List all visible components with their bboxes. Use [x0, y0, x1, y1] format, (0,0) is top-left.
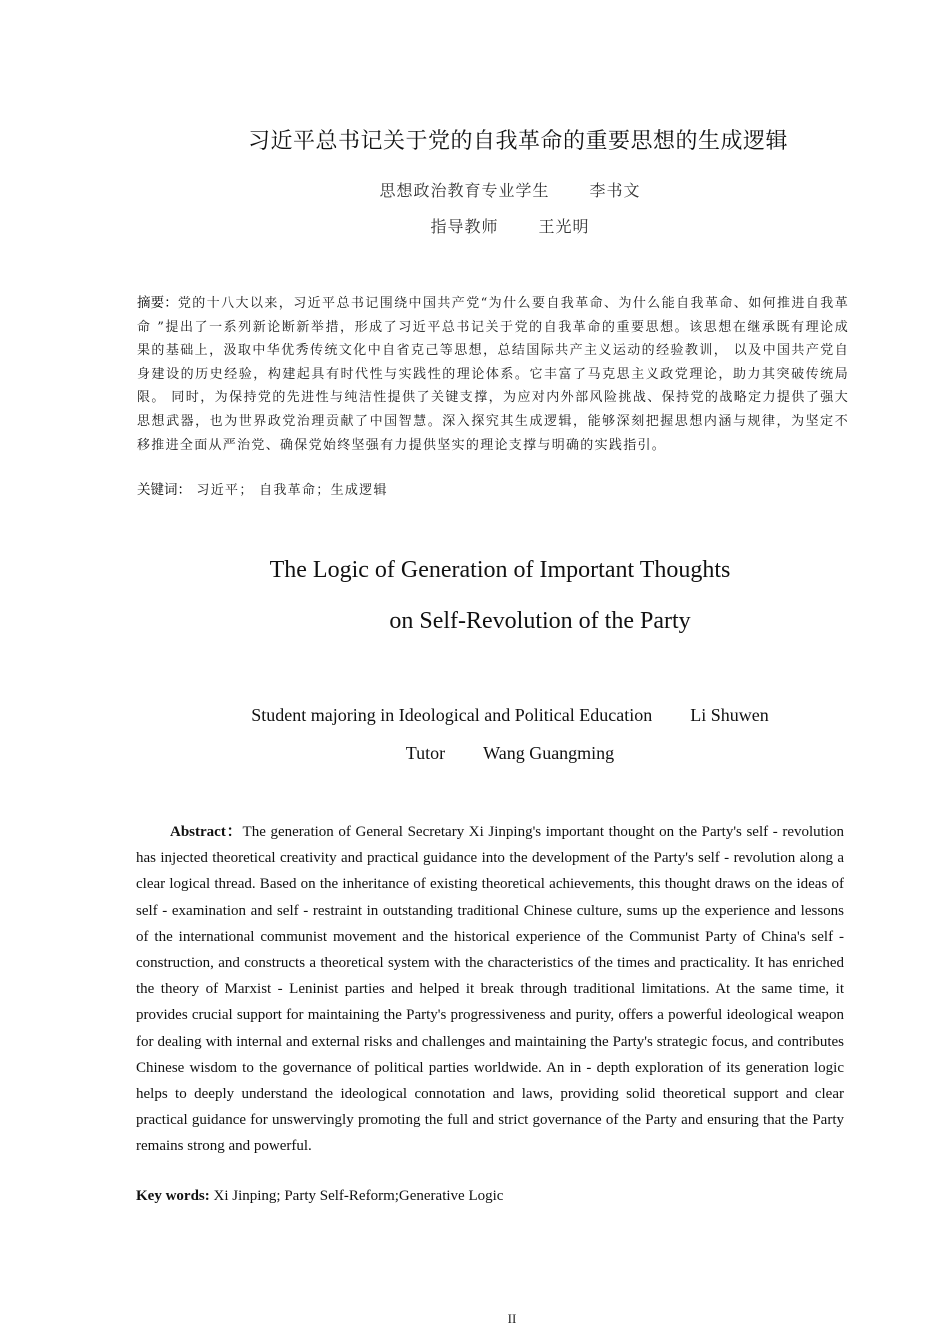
chinese-abstract-label: 摘要： — [137, 295, 178, 311]
chinese-abstract-text: 党的十八大以来，习近平总书记围绕中国共产党“为什么要自我革命、为什么能自我革命、如何推进自我革命 ”提出了一系列新论断新举措，形成了习近平总书记关于党的自我革命的重要思想。该思想在继承既有理论成果的基础上，汲取中华优秀传统文化中自省克己等思想，总结国际共产主义运动的经验教训， 以及中国共产党自身建设的历史经验，构建起具有时代性与实践性的理论体系。它丰富了马克思主义政党理论，助力其突破传统局限。 同时，为保持党的先进性与纯洁性提供了关键支撑，为应对内外部风险挑战、保持党的战略定力提供了强大思想武器，也为世界政党治理贡献了中国智慧。深入探究其生成逻辑，能够深刻把握思想内涵与规律，为坚定不移推进全面从严治党、确保党始终坚强有力提供坚实的理论支撑与明确的实践指引。 — [137, 296, 850, 453]
english-author-line — [0, 705, 950, 726]
page-number: II — [507, 1311, 517, 1326]
chinese-tutor-role: 指导教师 — [430, 217, 499, 236]
chinese-keywords-text: 习近平； 自我革命；生成逻辑 — [191, 483, 388, 498]
chinese-author-name: 李书文 — [589, 181, 641, 200]
english-title-line-1: The Logic of Generation of Important Thoughts — [269, 557, 731, 583]
chinese-keywords — [137, 478, 388, 498]
english-keywords — [136, 1188, 503, 1205]
chinese-tutor-line — [0, 214, 950, 237]
english-title-line-2: on Self-Revolution of the Party — [389, 608, 691, 634]
chinese-author-line — [0, 178, 950, 201]
chinese-author-role: 思想政治教育专业学生 — [379, 181, 550, 200]
english-keywords-label: Key words: — [136, 1188, 210, 1204]
chinese-keywords-label: 关键词： — [137, 482, 191, 498]
english-abstract-text: The generation of General Secretary Xi Jinping's important thought on the Party's self - revolution has injected theoretical creativity and practical guidance into the development of the Party's self - revolution along a clear logical thread. Based on the inheritance of existing theoretical achievements, this thought draws on the ideas of self - examination and self - restraint in outstanding traditional Chinese culture, sums up the experience and lessons of the international communist movement and the historical experience of the Communist Party of China's self - construction, and constructs a theoretical system with the characteristics of the times and practicality. It has enriched the theory of Marxist - Leninist parties and helped it break through traditional limitations. At the same time, it provides crucial support for maintaining the Party's progressiveness and purity, offers a powerful ideological weapon for dealing with internal and external risks and challenges and maintaining the Party's strategic focus, and contributes Chinese wisdom to the governance of political parties worldwide. An in - depth exploration of its generation logic helps to deeply understand the ideological connotation and laws, providing solid theoretical support and clear practical guidance for unswervingly promoting the full and strict governance of the Party and ensuring that the Party remains strong and powerful. — [136, 824, 844, 1155]
english-tutor-line — [0, 743, 950, 764]
english-tutor-role: Tutor — [405, 743, 446, 763]
english-keywords-text: Xi Jinping; Party Self-Reform;Generative Logic — [209, 1188, 504, 1204]
chinese-abstract — [137, 292, 849, 457]
english-abstract — [136, 819, 844, 1160]
english-tutor-name: Wang Guangming — [483, 743, 615, 763]
chinese-title: 习近平总书记关于党的自我革命的重要思想的生成逻辑 — [247, 129, 788, 154]
chinese-tutor-name: 王光明 — [538, 217, 590, 236]
english-author-name: Li Shuwen — [690, 705, 769, 725]
english-abstract-label: Abstract： — [170, 824, 243, 840]
english-author-role: Student majoring in Ideological and Political Education — [251, 705, 653, 725]
